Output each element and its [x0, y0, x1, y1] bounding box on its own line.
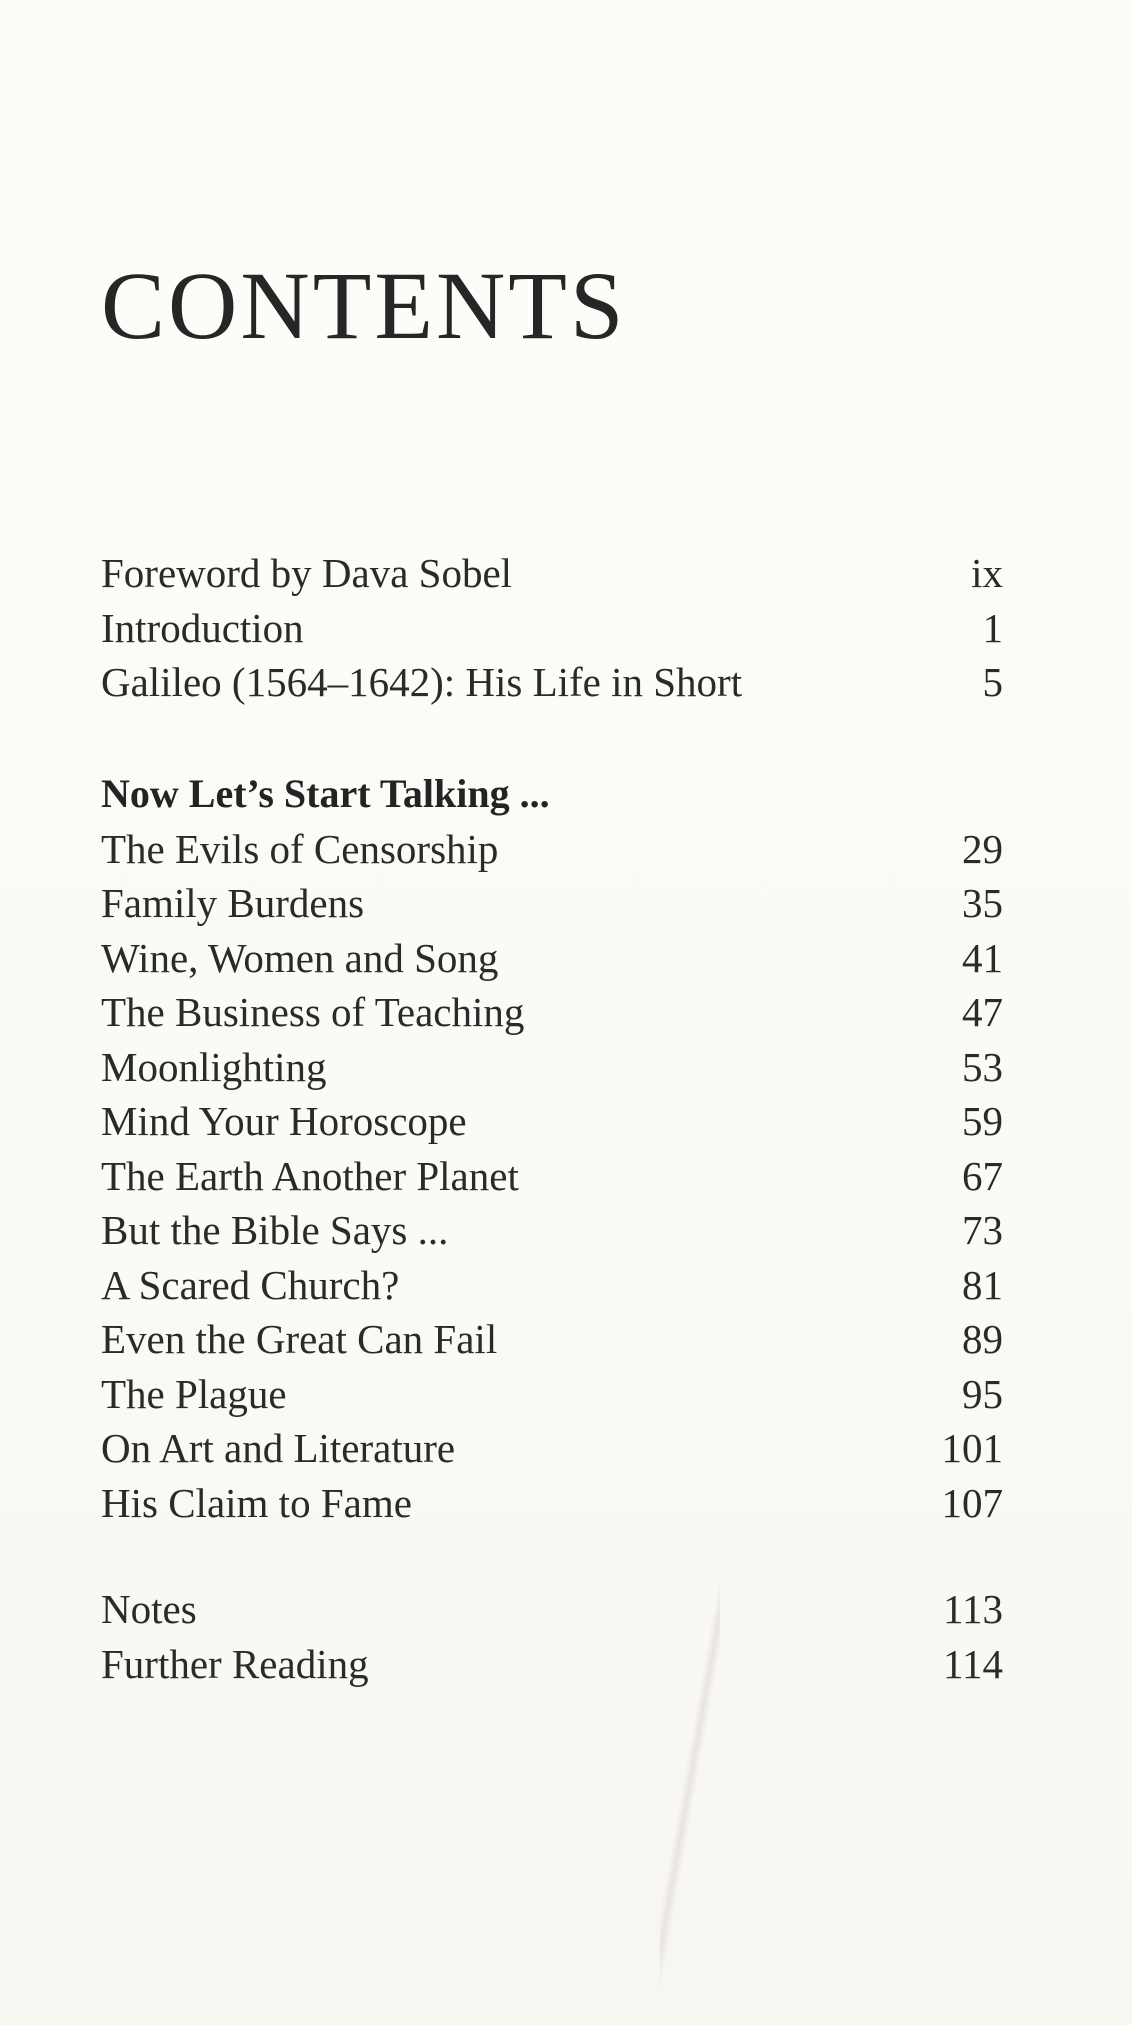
toc-entry-title: Galileo (1564–1642): His Life in Short — [101, 659, 743, 705]
toc-entry-title: Mind Your Horoscope — [101, 1098, 467, 1144]
toc-entry-page: 113 — [943, 1586, 1003, 1632]
toc-entry — [101, 1094, 1003, 1149]
toc-section — [101, 767, 1003, 1530]
toc-entry — [101, 876, 1003, 931]
toc-entry-page: 114 — [943, 1640, 1003, 1687]
toc-entry-page: 47 — [962, 989, 1003, 1035]
toc-entry-page: 29 — [962, 825, 1003, 872]
toc-back-matter — [101, 1582, 1003, 1691]
toc-entry — [101, 546, 1003, 601]
toc-entry-page: 107 — [941, 1479, 1003, 1526]
toc-entry — [101, 1203, 1003, 1258]
toc-entry — [101, 1582, 1003, 1637]
toc-entry-page: 59 — [962, 1098, 1003, 1144]
toc-entry-title: The Business of Teaching — [101, 989, 525, 1035]
toc-entry-title: On Art and Literature — [101, 1425, 456, 1471]
toc-entry-title: Notes — [101, 1586, 197, 1632]
toc-entry-page: 35 — [962, 880, 1003, 926]
toc-entry — [101, 601, 1003, 656]
toc-entry-title: Introduction — [101, 604, 304, 651]
section-heading: Now Let’s Start Talking ... — [101, 771, 550, 816]
toc-entry — [101, 1637, 1003, 1692]
toc-entry-title: Further Reading — [101, 1640, 369, 1687]
toc-entry-page: 89 — [962, 1316, 1003, 1362]
toc-entry-page: 101 — [941, 1425, 1003, 1471]
toc-entry — [101, 931, 1003, 986]
toc-entry-title: But the Bible Says ... — [101, 1207, 449, 1253]
toc-entry-page: 5 — [982, 659, 1003, 705]
toc-entry-page: 95 — [962, 1370, 1003, 1417]
toc-entry-page: 41 — [962, 934, 1003, 981]
toc-entry-title: The Plague — [101, 1370, 287, 1417]
toc-entry-title: His Claim to Fame — [101, 1479, 412, 1526]
toc-entry — [101, 822, 1003, 877]
toc-front-matter — [101, 546, 1003, 710]
toc-entry-title: A Scared Church? — [101, 1261, 400, 1308]
toc-entry-title: Wine, Women and Song — [101, 934, 499, 981]
toc-entry — [101, 1421, 1003, 1476]
toc-entry — [101, 655, 1003, 710]
toc-entry — [101, 1312, 1003, 1367]
toc-entry — [101, 985, 1003, 1040]
toc-entry — [101, 1149, 1003, 1204]
toc-entry-title: Even the Great Can Fail — [101, 1316, 498, 1362]
toc-entry — [101, 1040, 1003, 1095]
toc-entry-page: 53 — [962, 1043, 1003, 1090]
toc-entry-title: Foreword by Dava Sobel — [101, 550, 513, 596]
toc-entry — [101, 1258, 1003, 1313]
toc-entry-page: 73 — [962, 1207, 1003, 1253]
toc-entry-title: Family Burdens — [101, 880, 365, 926]
toc-entry — [101, 1367, 1003, 1422]
page-title: CONTENTS — [101, 252, 627, 359]
toc-entry-page: 67 — [962, 1152, 1003, 1199]
toc-entry-title: The Earth Another Planet — [101, 1152, 519, 1199]
toc-entry-page: ix — [971, 550, 1003, 596]
toc-entry-title: The Evils of Censorship — [101, 825, 499, 872]
toc-entry-page: 1 — [982, 604, 1003, 651]
toc-entry-page: 81 — [962, 1261, 1003, 1308]
toc-entry — [101, 1476, 1003, 1531]
toc-entry-title: Moonlighting — [101, 1043, 327, 1090]
